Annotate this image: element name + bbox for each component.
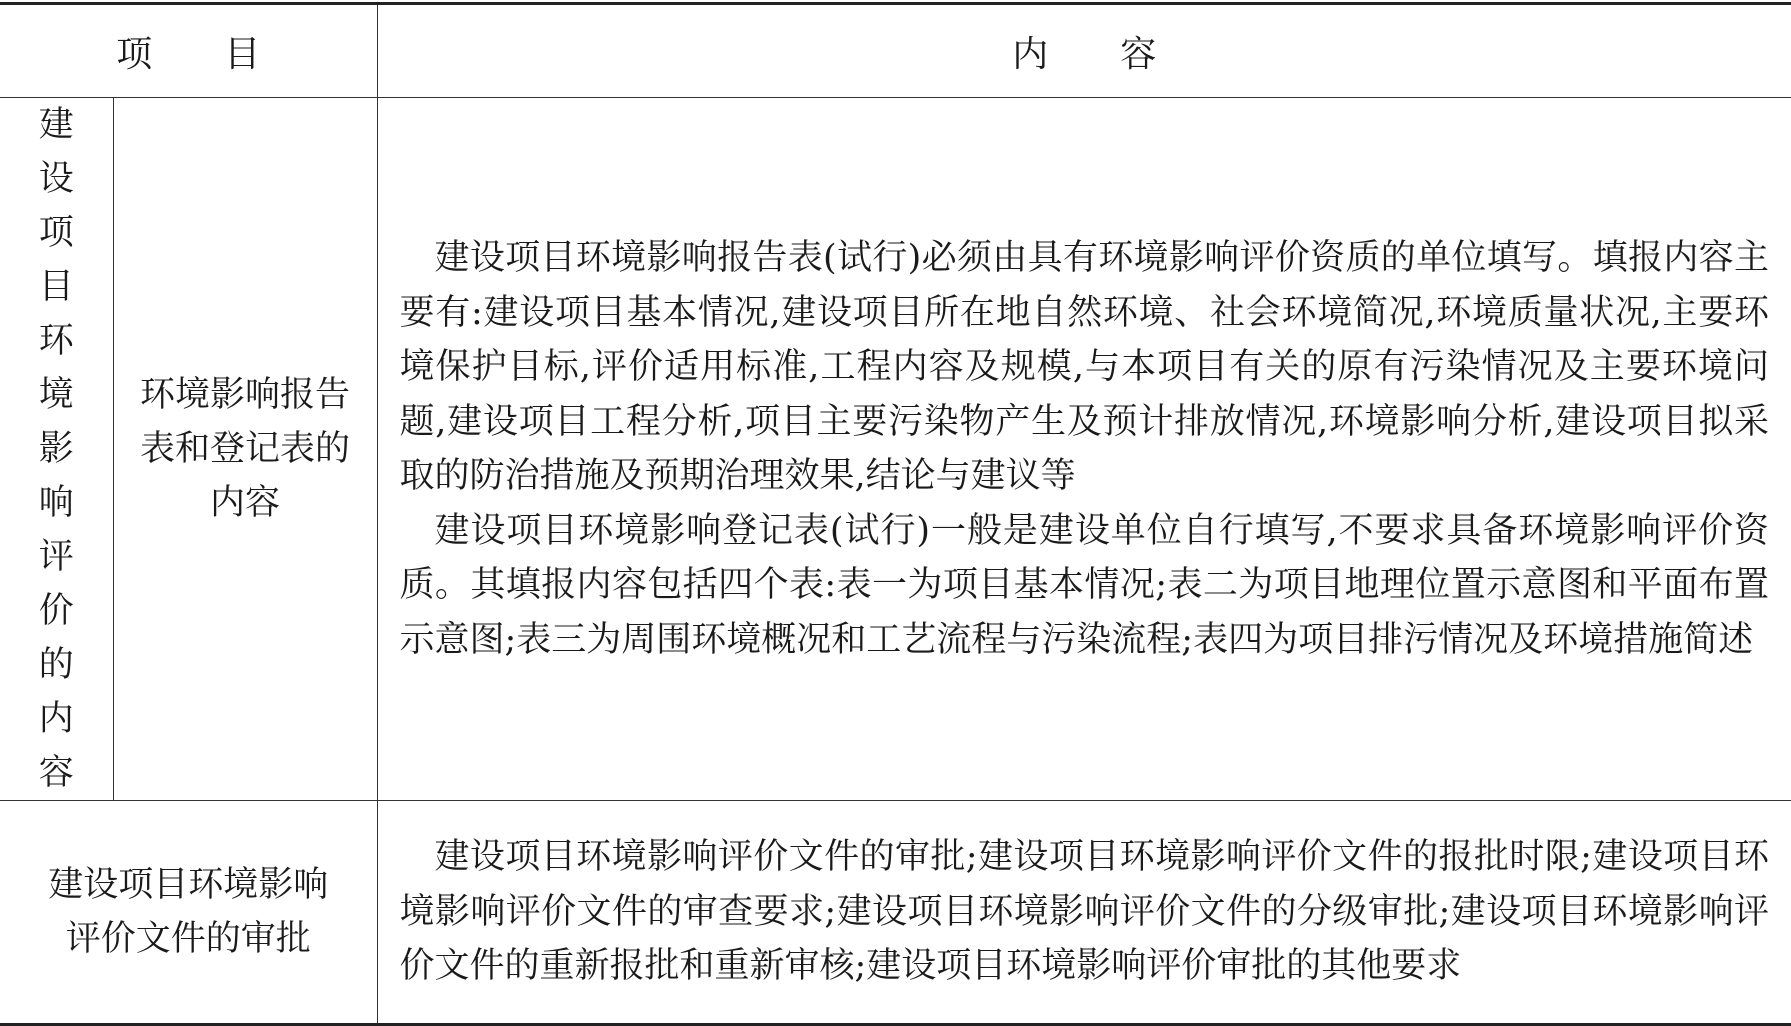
row-label: 建设项目环境影响评价文件的审批: [0, 858, 377, 966]
header-content-cell: [377, 4, 1791, 98]
content-text: [378, 830, 1791, 994]
merged-label-cell: [0, 801, 377, 1025]
header-item-cell: [0, 4, 377, 98]
content-cell: [377, 98, 1791, 801]
content-cell: [377, 801, 1791, 1025]
content-text: [378, 231, 1791, 667]
header-content-char-1: 内: [1012, 34, 1048, 75]
group-label: 建设项目环境影响评价的内容: [22, 98, 90, 800]
sub-label: 环境影响报告表和登记表的内容: [114, 368, 377, 530]
header-item-char-2: 目: [224, 34, 260, 75]
group-label-cell: [0, 98, 113, 801]
header-content-char-2: 容: [1120, 34, 1156, 75]
table-row: [0, 801, 1791, 1025]
content-table: [0, 2, 1791, 1026]
paragraph: 建设项目环境影响评价文件的审批;建设项目环境影响评价文件的报批时限;建设项目环境影响评价文件的审查要求;建设项目环境影响评价文件的分级审批;建设项目环境影响评价文件的重新报批和重新审核;建设项目环境影响评价审批的其他要求: [400, 830, 1770, 994]
paragraph: 建设项目环境影响登记表(试行)一般是建设单位自行填写,不要求具备环境影响评价资质。其填报内容包括四个表:表一为项目基本情况;表二为项目地理位置示意图和平面布置示意图;表三为周围环境概况和工艺流程与污染流程;表四为项目排污情况及环境措施简述: [400, 504, 1770, 668]
header-item-char-1: 项: [116, 34, 152, 75]
sub-label-cell: [113, 98, 377, 801]
paragraph: 建设项目环境影响报告表(试行)必须由具有环境影响评价资质的单位填写。填报内容主要有:建设项目基本情况,建设项目所在地自然环境、社会环境简况,环境质量状况,主要环境保护目标,评价适用标准,工程内容及规模,与本项目有关的原有污染情况及主要环境问题,建设项目工程分析,项目主要污染物产生及预计排放情况,环境影响分析,建设项目拟采取的防治措施及预期治理效果,结论与建议等: [400, 231, 1770, 504]
table-header-row: [0, 4, 1791, 98]
table-row: [0, 98, 1791, 801]
